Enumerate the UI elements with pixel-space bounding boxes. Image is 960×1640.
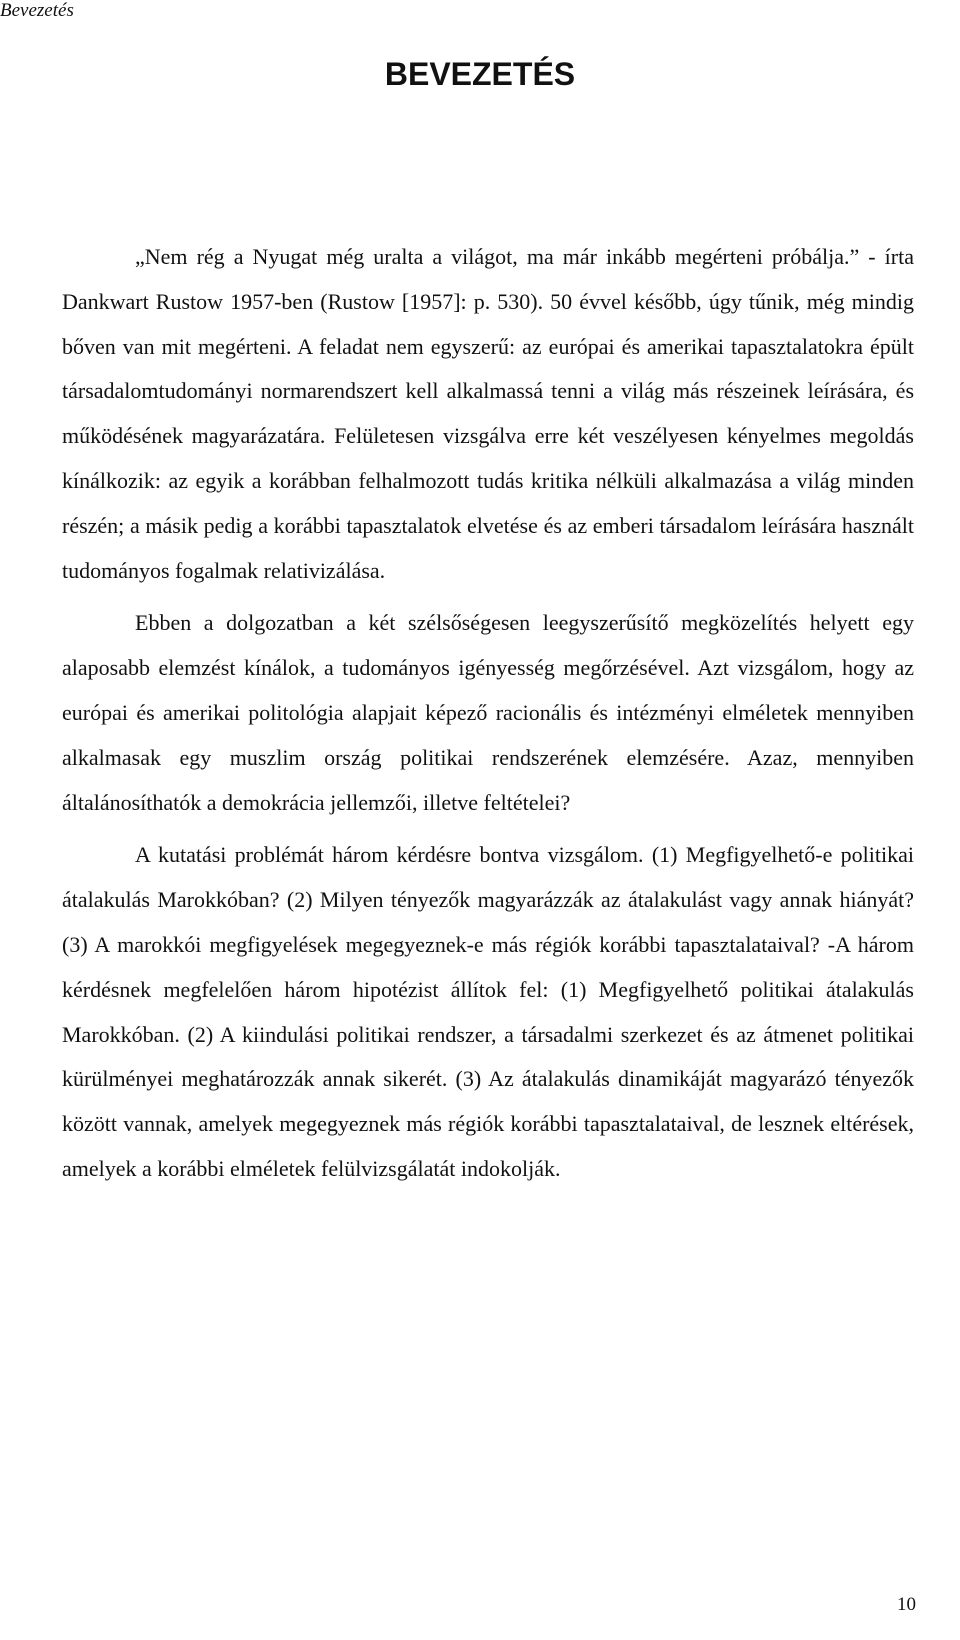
body-text bbox=[62, 235, 914, 1192]
paragraph-research-questions: A kutatási problémát három kérdésre bontva vizsgálom. (1) Megfigyelhető-e politikai átalakulás Marokkóban? (2) Milyen tényezők magyarázzák az átalakulást vagy annak hiányát? (3) A marokkói megfigyelések megegyeznek-e más régiók korábbi tapasztalataival? -A három kérdésnek megfelelően három hipotézist állítok fel: (1) Megfigyelhető politikai átalakulás Marokkóban. (2) A kiindulási politikai rendszer, a társadalmi szerkezet és az átmenet politikai kürülményei meghatározzák annak sikerét. (3) Az átalakulás dinamikáját magyarázó tényezők között vannak, amelyek megegyeznek más régiók korábbi tapasztalataival, de lesznek eltérések, amelyek a korábbi elméletek felülvizsgálatát indokolják. bbox=[62, 842, 914, 1181]
paragraph-intro: „Nem rég a Nyugat még uralta a világot, ma már inkább megérteni próbálja.” - írta Dankwart Rustow 1957-ben (Rustow [1957]: p. 530). 50 évvel később, úgy tűnik, még mindig bőven van mit megérteni. A feladat nem egyszerű: az európai és amerikai tapasztalatokra épült társadalomtudományi normarendszert kell alkalmassá tenni a világ más részeinek leírására, és működésének magyarázatára. Felületesen vizsgálva erre két veszélyesen kényelmes megoldás kínálkozik: az egyik a korábban felhalmozott tudás kritika nélküli alkalmazása a világ minden részén; a másik pedig a korábbi tapasztalatok elvetése és az emberi társadalom leírására használt tudományos fogalmak relativizálása. bbox=[62, 244, 914, 583]
chapter-title: BEVEZETÉS bbox=[384, 56, 576, 92]
paragraph-aim: Ebben a dolgozatban a két szélsőségesen leegyszerűsítő megközelítés helyett egy alaposabb elemzést kínálok, a tudományos igényesség megőrzésével. Azt vizsgálom, hogy az európai és amerikai politológia alapjait képező racionális és intézményi elméletek mennyiben alkalmasak egy muszlim ország politikai rendszerének elemzésére. Azaz, mennyiben általánosíthatók a demokrácia jellemzői, illetve feltételei? bbox=[62, 610, 914, 815]
page-number: 10 bbox=[897, 1594, 916, 1615]
running-header: Bevezetés bbox=[0, 0, 74, 21]
